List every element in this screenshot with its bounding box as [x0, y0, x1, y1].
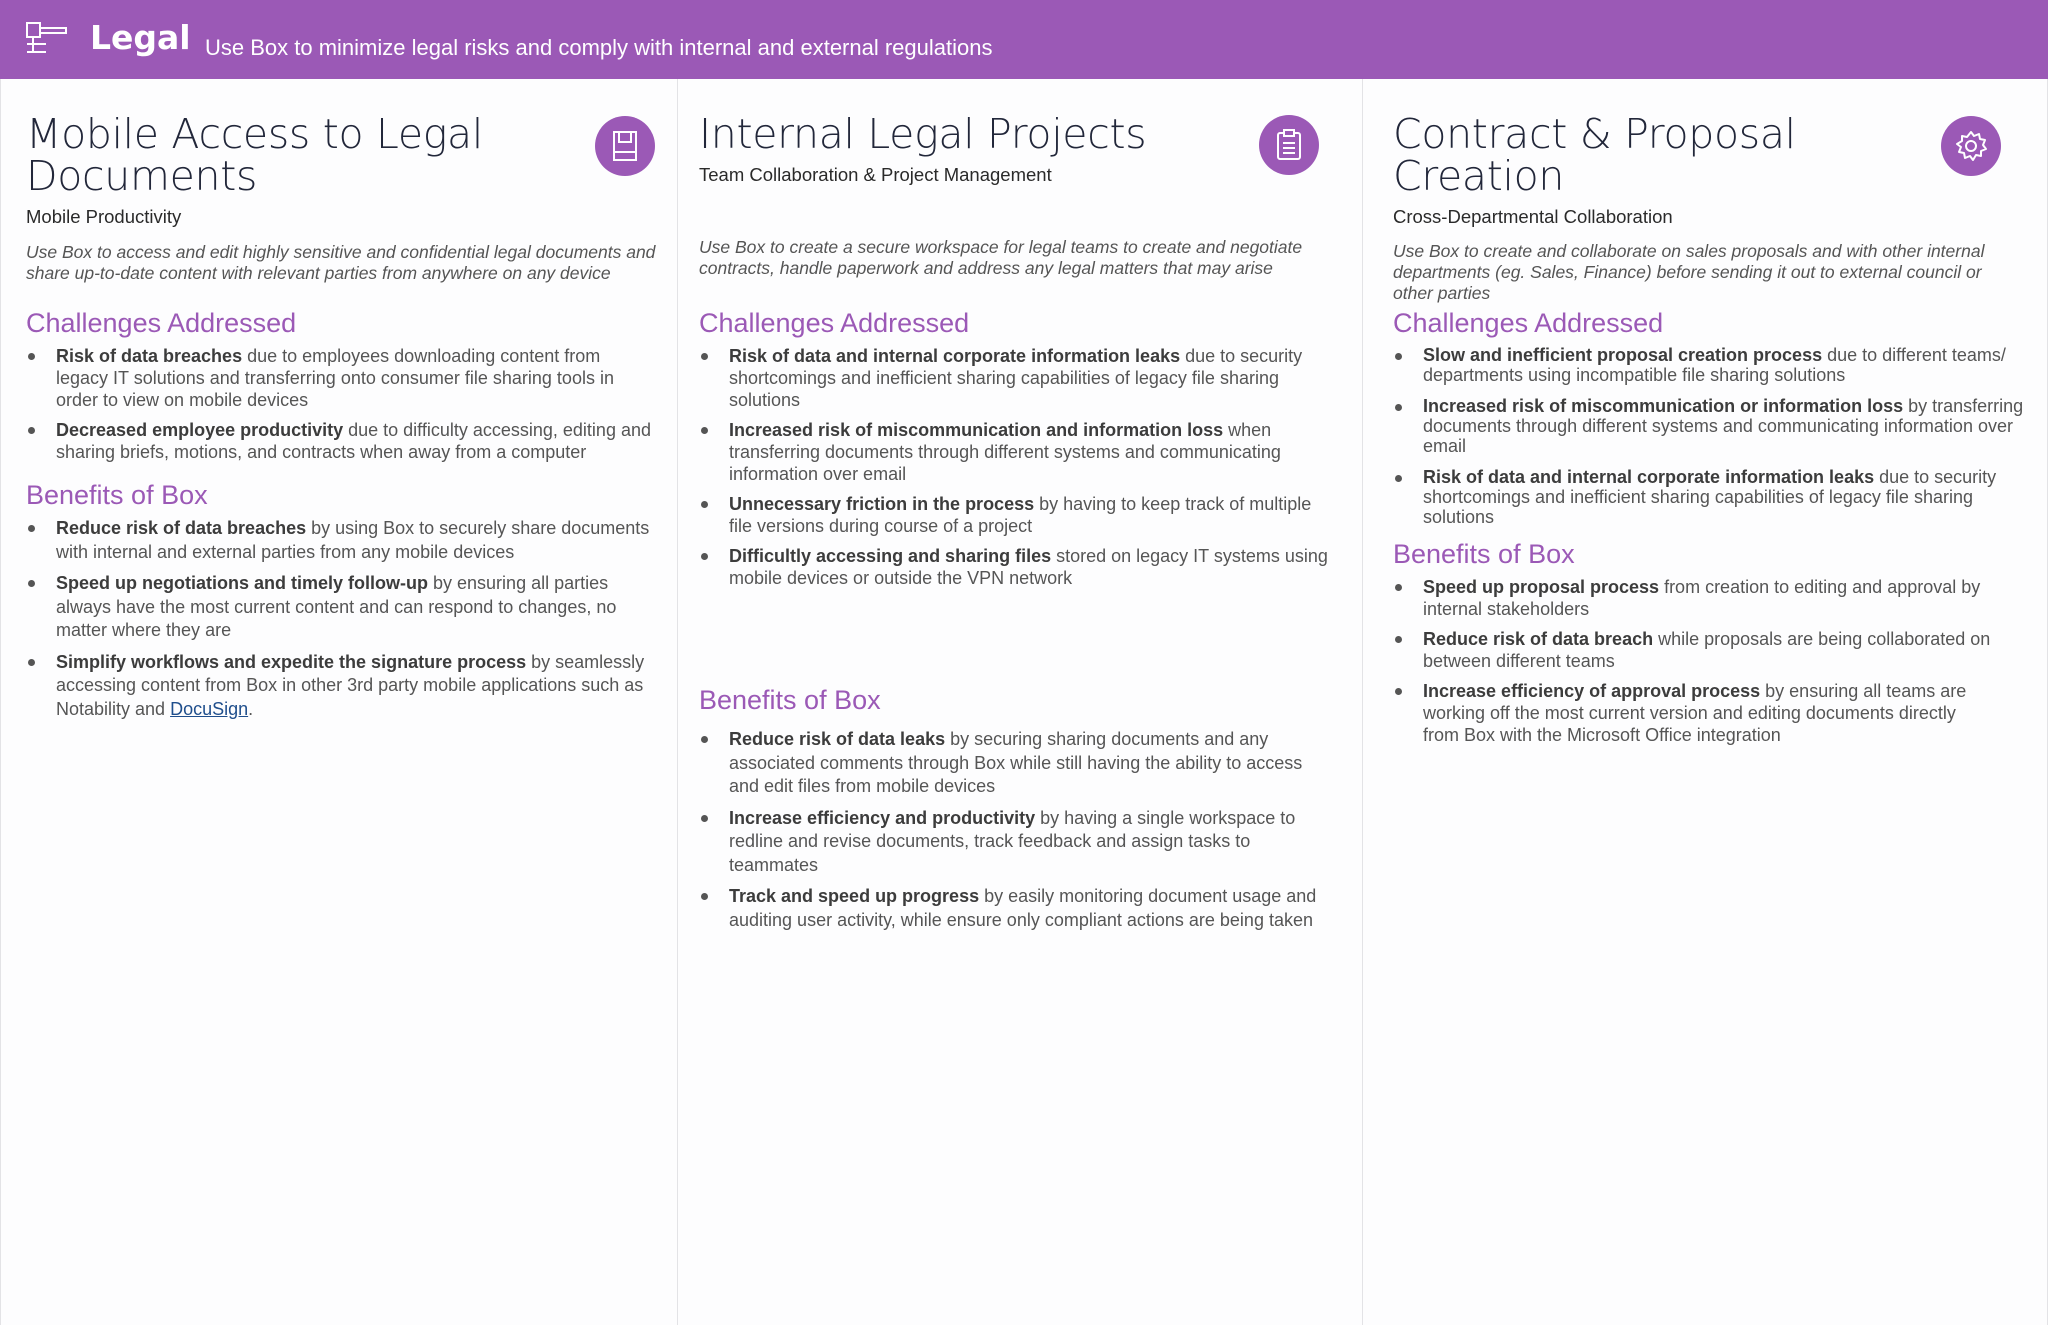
list-item: Risk of data and internal corporate information leaks due to security shortcomings and inefficient sharing capabilities of legacy file sharing solutions [699, 345, 1339, 411]
benefits-heading: Benefits of Box [699, 685, 881, 715]
list-item: Slow and inefficient proposal creation process due to different teams/ departments using incompatible file sharing solutions [1393, 345, 2033, 385]
challenges-list [699, 345, 1339, 597]
column-description: Use Box to create and collaborate on sales proposals and with other internal departments (eg. Sales, Finance) before sending it out to external council or other parties [1393, 241, 1985, 303]
page-header [0, 0, 2048, 79]
list-item: Risk of data and internal corporate information leaks due to security shortcomings and inefficient sharing capabilities of legacy file sharing solutions [1393, 467, 2033, 527]
benefits-heading: Benefits of Box [1393, 539, 1575, 569]
challenges-heading: Challenges Addressed [26, 308, 297, 338]
list-item: Reduce risk of data breaches by using Box to securely share documents with internal and external parties from any mobile devices [26, 517, 651, 564]
list-item: Difficultly accessing and sharing files stored on legacy IT systems using mobile devices or outside the VPN network [699, 545, 1339, 589]
list-item: Increased risk of miscommunication and information loss when transferring documents through different systems and communicating information over email [699, 419, 1339, 485]
page-subtitle: Use Box to minimize legal risks and comply with internal and external regulations [205, 35, 993, 60]
column-internal-projects [677, 79, 1362, 1325]
column-description: Use Box to access and edit highly sensitive and confidential legal documents and share up-to-date content with relevant parties from anywhere on any device [26, 242, 656, 283]
list-item: Reduce risk of data breach while proposals are being collaborated on between different teams [1393, 628, 1993, 672]
column-subtitle: Mobile Productivity [26, 206, 182, 227]
list-item: Simplify workflows and expedite the signature process by seamlessly accessing content from Box in other 3rd party mobile applications such as Notability and DocuSign. [26, 651, 651, 722]
docusign-link[interactable]: DocuSign [170, 698, 249, 719]
document-icon [595, 116, 655, 176]
column-subtitle: Team Collaboration & Project Management [699, 164, 1052, 185]
benefits-list [1393, 576, 1993, 754]
challenges-heading: Challenges Addressed [699, 308, 970, 338]
benefits-list [699, 728, 1319, 940]
column-mobile-access [0, 79, 677, 1325]
column-title: Contract & Proposal Creation [1393, 110, 1796, 200]
challenges-list [1393, 345, 2033, 538]
gavel-icon [26, 22, 68, 58]
gear-icon [1941, 116, 2001, 176]
challenges-list [26, 345, 651, 471]
clipboard-icon [1259, 115, 1319, 175]
benefits-heading: Benefits of Box [26, 480, 208, 510]
column-contract-proposal [1362, 79, 2048, 1325]
list-item: Speed up negotiations and timely follow-up by ensuring all parties always have the most current content and can respond to changes, no matter where they are [26, 572, 651, 643]
list-item: Reduce risk of data leaks by securing sharing documents and any associated comments through Box while still having the ability to access and edit files from mobile devices [699, 728, 1319, 799]
column-title: Internal Legal Projects [699, 110, 1147, 158]
list-item: Unnecessary friction in the process by having to keep track of multiple file versions during course of a project [699, 493, 1339, 537]
list-item: Speed up proposal process from creation to editing and approval by internal stakeholders [1393, 576, 1993, 620]
list-item: Increased risk of miscommunication or information loss by transferring documents through different systems and communicating information over email [1393, 396, 2033, 456]
column-title: Mobile Access to Legal Documents [26, 110, 483, 200]
column-subtitle: Cross-Departmental Collaboration [1393, 206, 1673, 227]
list-item: Increase efficiency of approval process by ensuring all teams are working off the most current version and editing documents directly from Box with the Microsoft Office integration [1393, 680, 1993, 746]
challenges-heading: Challenges Addressed [1393, 308, 1664, 338]
list-item: Increase efficiency and productivity by having a single workspace to redline and revise documents, track feedback and assign tasks to teammates [699, 807, 1319, 878]
list-item: Decreased employee productivity due to difficulty accessing, editing and sharing briefs, motions, and contracts when away from a computer [26, 419, 651, 463]
page-title: Legal [90, 18, 191, 57]
list-item: Risk of data breaches due to employees downloading content from legacy IT solutions and transferring onto consumer file sharing tools in order to view on mobile devices [26, 345, 651, 411]
benefits-list [26, 517, 651, 729]
column-description: Use Box to create a secure workspace for legal teams to create and negotiate contracts, handle paperwork and address any legal matters that may arise [699, 237, 1303, 278]
list-item: Track and speed up progress by easily monitoring document usage and auditing user activity, while ensure only compliant actions are being taken [699, 885, 1319, 932]
